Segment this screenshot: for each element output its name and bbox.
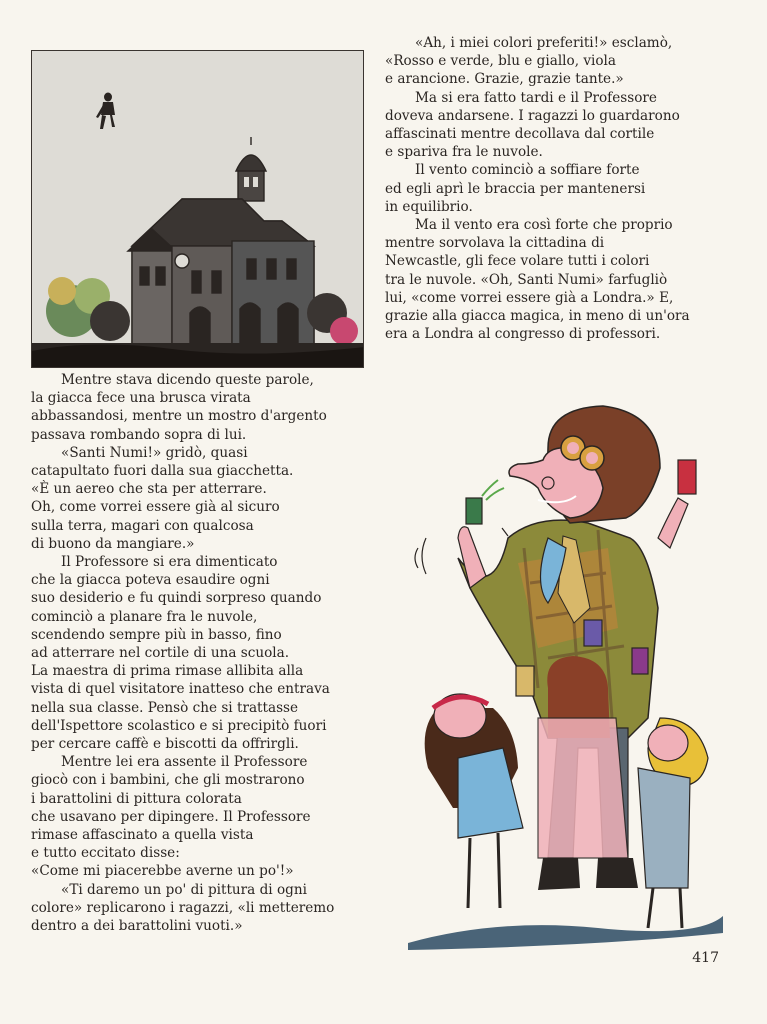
text-line: rimase affascinato a quella vista — [31, 827, 254, 844]
text-line: per cercare caffè e biscotti da offrirgli. — [31, 736, 299, 753]
text-line: ad atterrare nel cortile di una scuola. — [31, 645, 290, 662]
text-line: «Rosso e verde, blu e giallo, viola — [385, 53, 617, 70]
text-line: colore» replicarono i ragazzi, «li metteremo — [31, 899, 335, 916]
text-line: Ma il vento era così forte che proprio — [415, 217, 673, 234]
text-line: suo desiderio e fu quindi sorpreso quando — [31, 590, 322, 607]
text-line: catapultato fuori dalla sua giacchetta. — [31, 463, 294, 480]
text-line: Mentre stava dicendo queste parole, — [61, 372, 314, 388]
text-line: e tutto eccitato disse: — [31, 845, 180, 862]
text-line: in equilibrio. — [385, 198, 473, 215]
text-line: i barattolini di pittura colorata — [31, 790, 242, 807]
text-line: che usavano per dipingere. Il Professore — [31, 808, 311, 825]
professor-children-illustration — [398, 388, 728, 953]
text-line: Newcastle, gli fece volare tutti i colori — [385, 253, 650, 270]
text-line: Il Professore si era dimenticato — [61, 554, 278, 571]
text-line: «È un aereo che sta per atterrare. — [31, 481, 267, 498]
text-line: affascinati mentre decollava dal cortile — [385, 126, 655, 143]
text-line: Ma si era fatto tardi e il Professore — [415, 89, 657, 106]
text-line: la giacca fece una brusca virata — [31, 390, 251, 407]
text-line: vista di quel visitatore inatteso che entrava — [31, 681, 330, 698]
text-line: giocò con i bambini, che gli mostrarono — [31, 772, 305, 789]
text-line: ed egli aprì le braccia per mantenersi — [385, 180, 646, 197]
text-line: Mentre lei era assente il Professore — [61, 754, 308, 771]
left-column-text — [31, 371, 334, 935]
text-line: passava rombando sopra di lui. — [31, 426, 247, 443]
text-line: doveva andarsene. I ragazzi lo guardarono — [385, 107, 680, 124]
text-line: Oh, come vorrei essere già al sicuro — [31, 499, 280, 516]
text-line: tra le nuvole. «Oh, Santi Numi» farfugliò — [385, 271, 668, 288]
text-line: nella sua classe. Pensò che si trattasse — [31, 699, 299, 716]
text-line: era a Londra al congresso di professori. — [385, 326, 661, 343]
text-line: e spariva fra le nuvole. — [385, 144, 543, 161]
page-number: 417 — [692, 950, 719, 966]
right-column-text — [385, 34, 690, 343]
text-line: «Ti daremo un po' di pittura di ogni — [61, 881, 307, 898]
text-line: sulla terra, magari con qualcosa — [31, 517, 254, 534]
text-line: grazie alla giacca magica, in meno di un'ora — [385, 308, 690, 325]
school-illustration — [31, 50, 364, 368]
text-line: lui, «come vorrei essere già a Londra.» E, — [385, 289, 674, 306]
text-line: mentre sorvolava la cittadina di — [385, 235, 605, 252]
girl-child-icon — [425, 666, 534, 908]
text-line: dentro a dei barattolini vuoti.» — [31, 918, 243, 935]
text-line: abbassandosi, mentre un mostro d'argento — [31, 408, 327, 425]
text-line: «Santi Numi!» gridò, quasi — [61, 444, 248, 461]
text-line: e arancione. Grazie, grazie tante.» — [385, 71, 624, 88]
ground-shadow-icon — [408, 916, 723, 950]
text-line: cominciò a planare fra le nuvole, — [31, 608, 258, 625]
text-line: che la giacca poteva esaudire ogni — [31, 572, 270, 589]
text-line: scendendo sempre più in basso, fino — [31, 626, 282, 643]
text-line: «Come mi piacerebbe averne un po'!» — [31, 863, 294, 880]
text-line: di buono da mangiare.» — [31, 535, 195, 552]
text-line: Il vento cominciò a soffiare forte — [415, 162, 640, 179]
text-line: La maestra di prima rimase allibita alla — [31, 663, 304, 680]
text-line: «Ah, i miei colori preferiti!» esclamò, — [415, 35, 673, 51]
text-line: dell'Ispettore scolastico e si precipitò fuori — [31, 717, 327, 734]
